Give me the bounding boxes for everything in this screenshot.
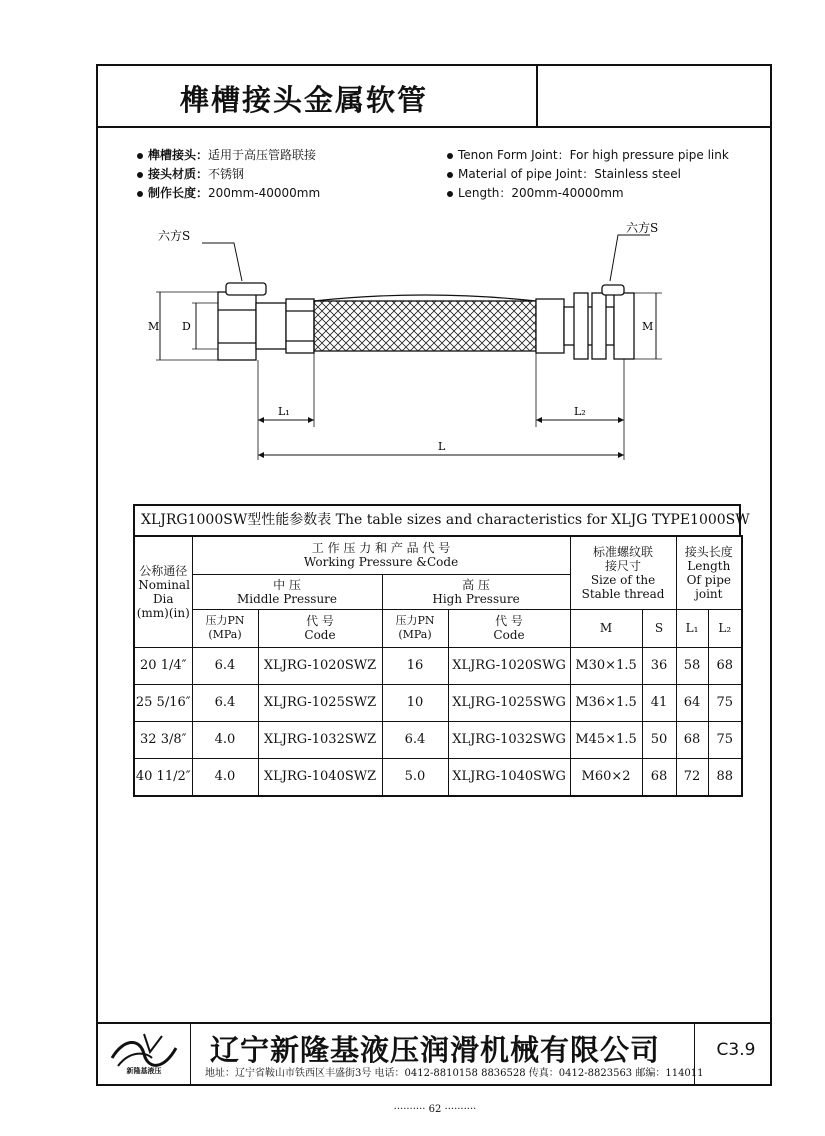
bullet-icon (137, 153, 143, 159)
feature-en-2: Material of pipe Joint：Stainless steel (447, 165, 729, 184)
header-high-pressure: 高 压 High Pressure (382, 574, 570, 609)
header-joint-length: 接头长度 Length Of pipe joint (676, 536, 742, 609)
feature-cn-2: 接头材质：不锈钢 (137, 165, 320, 184)
dim-l: L (438, 440, 446, 453)
features-en (447, 146, 729, 203)
features-cn (137, 146, 320, 203)
dim-d: D (182, 320, 191, 333)
braided-hose (314, 301, 536, 351)
spec-table (133, 535, 743, 797)
page-title: 榫槽接头金属软管 (180, 83, 429, 117)
feature-en-3: Length：200mm-40000mm (447, 184, 729, 203)
company-name: 辽宁新隆基液压润滑机械有限公司 (210, 1033, 661, 1067)
table-row: 32 3/8″ 4.0 XLJRG-1032SWZ 6.4 XLJRG-1032SWG M45×1.5 50 68 75 (134, 721, 742, 758)
table-title: XLJRG1000SW型性能参数表 The table sizes and characteristics for XLJG TYPE1000SW (133, 504, 741, 537)
bullet-icon (137, 172, 143, 178)
dim-l1: L₁ (278, 405, 290, 418)
bullet-icon (137, 191, 143, 197)
logo-divider (190, 1022, 191, 1086)
header-middle-pressure: 中 压 Middle Pressure (192, 574, 382, 609)
table-row: 40 11/2″ 4.0 XLJRG-1040SWZ 5.0 XLJRG-1040SWG M60×2 68 72 88 (134, 758, 742, 796)
header-l1: L₁ (676, 609, 708, 647)
header-mid-code: 代 号 Code (258, 609, 382, 647)
right-fitting (536, 285, 634, 359)
header-high-code: 代 号 Code (448, 609, 570, 647)
hose-diagram (130, 215, 690, 465)
dim-l2: L₂ (574, 405, 586, 418)
company-address: 地址：辽宁省鞍山市铁西区丰盛街3号 电话：0412-8810158 8836528 传真：0412-8823563 邮编：114011 (205, 1068, 704, 1079)
header-working-pressure: 工 作 压 力 和 产 品 代 号 Working Pressure &Code (192, 536, 570, 574)
header-l2: L₂ (708, 609, 742, 647)
header-high-pn: 压力PN (MPa) (382, 609, 448, 647)
table-row: 20 1/4″ 6.4 XLJRG-1020SWZ 16 XLJRG-1020SWG M30×1.5 36 58 68 (134, 647, 742, 684)
page-number: ·········· 62 ·········· (393, 1104, 477, 1115)
header-thread: 标准螺纹联接尺寸 Size of the Stable thread (570, 536, 676, 609)
header-m: M (570, 609, 642, 647)
dim-m-right: M (642, 320, 654, 333)
header-dia: 公称通径 Nominal Dia (mm)(in) (134, 536, 192, 647)
page-code: C3.9 (716, 1040, 756, 1060)
dim-m-left: M (148, 320, 160, 333)
bullet-icon (447, 191, 453, 197)
feature-en-1: Tenon Form Joint：For high pressure pipe link (447, 146, 729, 165)
hex-right-label: 六方S (626, 221, 659, 235)
header-mid-pn: 压力PN (MPa) (192, 609, 258, 647)
title-divider (536, 64, 538, 128)
feature-cn-1: 榫槽接头：适用于高压管路联接 (137, 146, 320, 165)
left-fitting (218, 283, 314, 360)
table-row: 25 5/16″ 6.4 XLJRG-1025SWZ 10 XLJRG-1025SWG M36×1.5 41 64 75 (134, 684, 742, 721)
footer-divider (96, 1022, 772, 1024)
header-s: S (642, 609, 676, 647)
bullet-icon (447, 172, 453, 178)
bullet-icon (447, 153, 453, 159)
feature-cn-3: 制作长度：200mm-40000mm (137, 184, 320, 203)
logo-text: 新隆基液压 (126, 1066, 162, 1075)
hex-left-label: 六方S (158, 229, 191, 243)
